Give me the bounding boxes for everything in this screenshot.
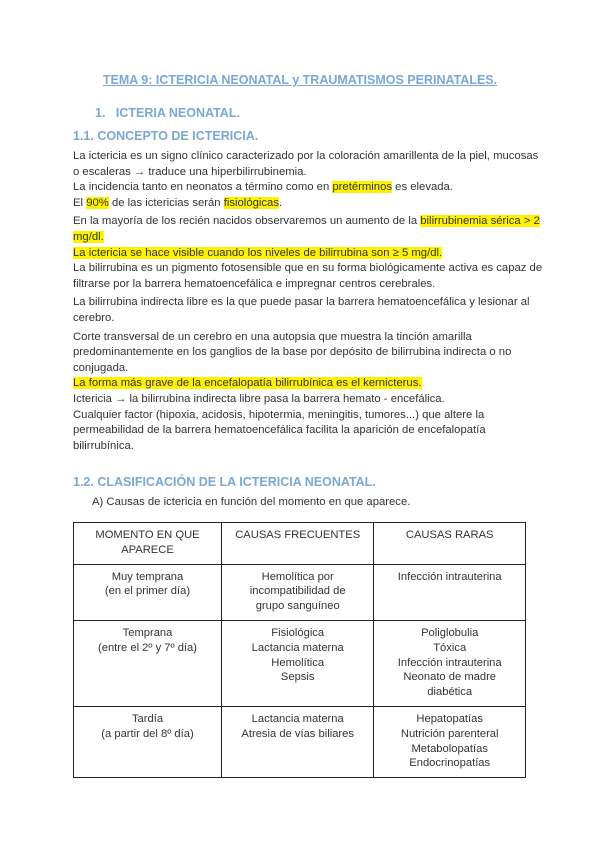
subheading-1-2: 1.2. CLASIFICACIÓN DE LA ICTERICIA NEONATAL. [73, 475, 376, 489]
section-number: 1. [95, 106, 106, 120]
body-text-block [73, 149, 543, 454]
page-title: TEMA 9: ICTERICIA NEONATAL y TRAUMATISMOS PERINATALES. [102, 73, 498, 87]
causes-table [73, 522, 526, 778]
table-header-row [74, 523, 526, 565]
section-label: ICTERIA NEONATAL. [115, 106, 240, 120]
cell-momento: Temprana (entre el 2º y 7º día) [74, 620, 222, 706]
paragraph-pigment: La bilirrubina es un pigmento fotosensible que en su forma biológicamente activa es capaz de filtrarse por la barrera hematoencefálica e impregnar centros cerebrales. [73, 262, 543, 290]
paragraph-autopsy: Corte transversal de un cerebro en una autopsia que muestra la tinción amarilla predominantemente en los ganglios de la base por depósito de bilirrubina indirecta o no conjugada. [73, 330, 512, 374]
highlight: La forma más grave de la encefalopatía bilirrubínica es el kernicterus. [73, 377, 422, 390]
cell-frecuentes: Hemolítica por incompatibilidad de grupo sanguíneo [222, 564, 374, 620]
list-item-a: A) Causas de ictericia en función del momento en que aparece. [92, 496, 411, 508]
cell-frecuentes: Fisiológica Lactancia materna Hemolítica Sepsis [222, 620, 374, 706]
cell-momento: Tardía (a partir del 8º día) [74, 706, 222, 777]
table-row [74, 706, 526, 777]
highlight: fisiológicas [223, 196, 279, 209]
cell-frecuentes: Lactancia materna Atresia de vías biliares [222, 706, 374, 777]
paragraph-barrier: Ictericia → la bilirrubina indirecta libre pasa la barrera hemato - encefálica. [73, 392, 445, 405]
paragraph-indirect-bilirubin: La bilirrubina indirecta libre es la que puede pasar la barrera hematoencefálica y lesionar al cerebro. [73, 296, 530, 324]
paragraph-kernicterus [73, 376, 543, 392]
paragraph-definition: La ictericia es un signo clínico caracterizado por la coloración amarillenta de la piel, mucosas o escaleras → traduce una hiperbilirrubinemia. [73, 150, 539, 178]
cell-momento: Muy temprana (en el primer día) [74, 564, 222, 620]
highlight: pretérminos [332, 181, 393, 194]
column-header: CAUSAS FRECUENTES [222, 523, 374, 565]
cell-raras: Hepatopatías Nutrición parenteral Metabolopatías Endocrinopatías [374, 706, 526, 777]
table-row [74, 564, 526, 620]
column-header: MOMENTO EN QUE APARECE [74, 523, 222, 565]
paragraph-visible-threshold [73, 246, 543, 262]
paragraph-physiological: El 90% de las ictericias serán fisiológicas. [73, 196, 283, 209]
table-row [74, 620, 526, 706]
paragraph-incidence: La incidencia tanto en neonatos a término como en pretérminos es elevada. [73, 181, 453, 194]
highlight: bilirrubinemia sérica > 2 mg/dl. [73, 215, 540, 243]
paragraph-bilirubinemia: En la mayoría de los recién nacidos observaremos un aumento de la bilirrubinemia sérica > 2 mg/dl. [73, 215, 540, 243]
cell-raras: Infección intrauterina [374, 564, 526, 620]
paragraph-factors: Cualquier factor (hipoxia, acidosis, hipotermia, meningitis, tumores...) que altere la permeabilidad de la barrera hematoencefálica facilita la aparición de encefalopatía bilirrubínica. [73, 408, 486, 452]
column-header: CAUSAS RARAS [374, 523, 526, 565]
subheading-1-1: 1.1. CONCEPTO DE ICTERICIA. [73, 129, 259, 143]
cell-raras: Poliglobulia Tóxica Infección intrauterina Neonato de madre diabética [374, 620, 526, 706]
highlight: La ictericia se hace visible cuando los niveles de bilirrubina son ≥ 5 mg/dl. [73, 246, 443, 259]
section-heading-1 [95, 106, 240, 120]
highlight: 90% [86, 196, 109, 209]
